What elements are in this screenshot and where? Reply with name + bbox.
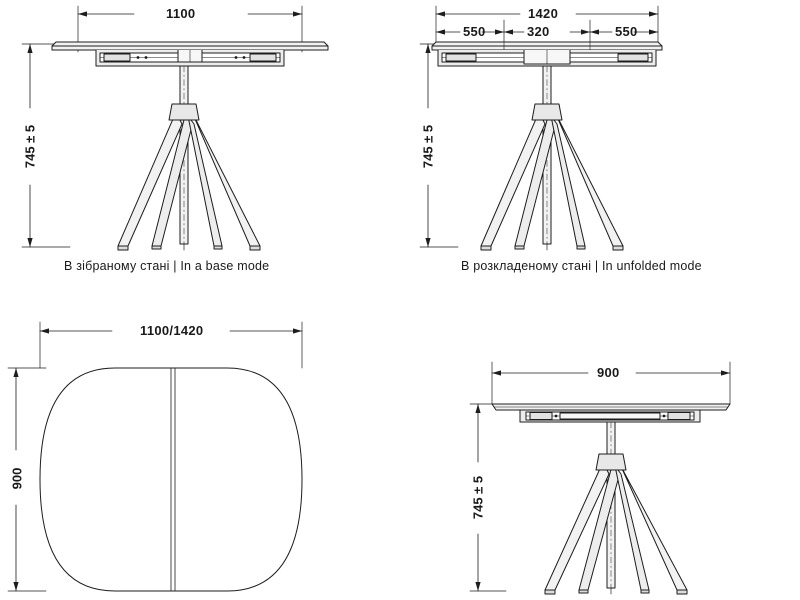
dim-side-height: 745 ± 5 — [470, 475, 486, 520]
dim-top-depth: 900 — [9, 467, 25, 490]
caption-front-unfolded: В розкладеному стані | In unfolded mode — [461, 259, 702, 273]
dim-segment-center: 320 — [527, 24, 550, 39]
dim-segment-left: 550 — [463, 24, 486, 39]
dim-front-unfolded-width: 1420 — [528, 6, 559, 21]
dim-front-base-width: 1100 — [166, 6, 196, 21]
dim-side-width: 900 — [597, 365, 620, 380]
dim-front-base-height: 745 ± 5 — [22, 124, 38, 169]
dim-top-width-range: 1100/1420 — [140, 323, 204, 338]
dim-segment-right: 550 — [615, 24, 638, 39]
dim-front-unfolded-height: 745 ± 5 — [420, 124, 436, 169]
caption-front-base: В зібраному стані | In a base mode — [64, 259, 270, 273]
